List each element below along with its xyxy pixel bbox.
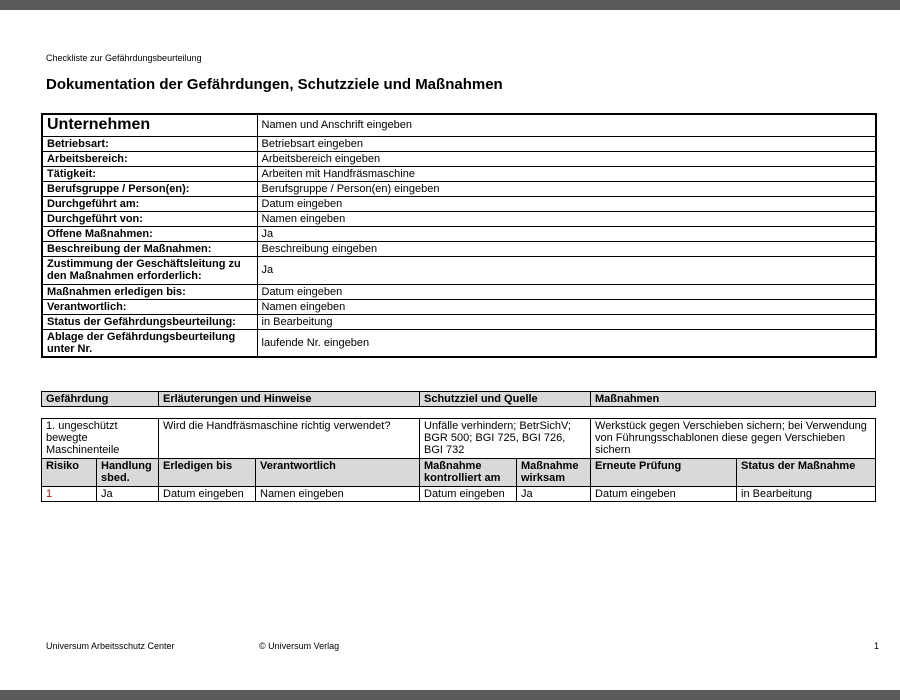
column-header: Maßnahme wirksam xyxy=(517,459,591,487)
info-value[interactable]: Ja xyxy=(257,256,876,284)
document-title: Dokumentation der Gefährdungen, Schutzziele und Maßnahmen xyxy=(46,76,503,93)
table-cell[interactable]: Datum eingeben xyxy=(420,487,517,502)
column-header: Risiko xyxy=(42,459,97,487)
info-label: Maßnahmen erledigen bis: xyxy=(42,284,257,299)
info-label: Durchgeführt von: xyxy=(42,211,257,226)
info-value[interactable]: Namen eingeben xyxy=(257,211,876,226)
column-header: Maßnahme kontrolliert am xyxy=(420,459,517,487)
column-header: Erledigen bis xyxy=(159,459,256,487)
hazard-header-table xyxy=(41,391,876,407)
info-label: Durchgeführt am: xyxy=(42,196,257,211)
table-cell[interactable]: Datum eingeben xyxy=(591,487,737,502)
viewer-bottom-bar xyxy=(0,690,900,700)
info-label: Verantwortlich: xyxy=(42,299,257,314)
info-value[interactable]: Beschreibung eingeben xyxy=(257,241,876,256)
hazard-protection-goal: Unfälle verhindern; BetrSichV; BGR 500; BGI 725, BGI 726, BGI 732 xyxy=(420,419,591,459)
info-label: Offene Maßnahmen: xyxy=(42,226,257,241)
info-row xyxy=(42,329,876,357)
hazard-description: 1. ungeschützt bewegte Maschinenteile xyxy=(42,419,159,459)
table-cell[interactable]: Namen eingeben xyxy=(256,487,420,502)
hazard-row xyxy=(42,419,876,459)
info-label: Tätigkeit: xyxy=(42,166,257,181)
info-value[interactable]: Datum eingeben xyxy=(257,284,876,299)
info-row xyxy=(42,314,876,329)
info-value[interactable]: laufende Nr. eingeben xyxy=(257,329,876,357)
column-header: Erneute Prüfung xyxy=(591,459,737,487)
table-cell[interactable]: Datum eingeben xyxy=(159,487,256,502)
info-row xyxy=(42,181,876,196)
column-header: Schutzziel und Quelle xyxy=(420,392,591,407)
info-row xyxy=(42,299,876,314)
info-row xyxy=(42,211,876,226)
document-subtitle: Checkliste zur Gefährdungsbeurteilung xyxy=(46,53,202,63)
info-value[interactable]: Datum eingeben xyxy=(257,196,876,211)
info-row xyxy=(42,136,876,151)
viewer-top-bar xyxy=(0,0,900,10)
info-row xyxy=(42,284,876,299)
info-label: Berufsgruppe / Person(en): xyxy=(42,181,257,196)
info-label: Status der Gefährdungsbeurteilung: xyxy=(42,314,257,329)
info-label: Ablage der Gefährdungsbeurteilung unter Nr. xyxy=(42,329,257,357)
info-label: Beschreibung der Maßnahmen: xyxy=(42,241,257,256)
info-row xyxy=(42,196,876,211)
column-header: Erläuterungen und Hinweise xyxy=(159,392,420,407)
detail-header-row xyxy=(42,459,876,487)
info-value[interactable]: Namen und Anschrift eingeben xyxy=(257,114,876,136)
info-label: Arbeitsbereich: xyxy=(42,151,257,166)
company-info-table xyxy=(41,113,877,358)
risk-value[interactable]: 1 xyxy=(42,487,97,502)
hazard-measures: Werkstück gegen Verschieben sichern; bei Verwendung von Führungsschablonen diese gegen Verschieben sichern xyxy=(591,419,876,459)
info-label: Zustimmung der Geschäftsleitung zu den Maßnahmen erforderlich: xyxy=(42,256,257,284)
info-row-company xyxy=(42,114,876,136)
info-row xyxy=(42,241,876,256)
column-header: Gefährdung xyxy=(42,392,159,407)
info-label: Unternehmen xyxy=(42,114,257,136)
info-value[interactable]: Ja xyxy=(257,226,876,241)
info-value[interactable]: Arbeitsbereich eingeben xyxy=(257,151,876,166)
column-header: Status der Maßnahme xyxy=(737,459,876,487)
footer-publisher: Universum Arbeitsschutz Center xyxy=(46,641,175,651)
column-header: Handlung sbed. xyxy=(97,459,159,487)
hazard-explanation: Wird die Handfräsmaschine richtig verwendet? xyxy=(159,419,420,459)
info-row xyxy=(42,256,876,284)
info-value[interactable]: in Bearbeitung xyxy=(257,314,876,329)
table-cell[interactable]: in Bearbeitung xyxy=(737,487,876,502)
table-cell[interactable]: Ja xyxy=(97,487,159,502)
footer-copyright: © Universum Verlag xyxy=(259,641,340,651)
info-value[interactable]: Betriebsart eingeben xyxy=(257,136,876,151)
column-header: Verantwortlich xyxy=(256,459,420,487)
table-row xyxy=(42,487,876,502)
table-cell[interactable]: Ja xyxy=(517,487,591,502)
page-number: 1 xyxy=(874,641,880,651)
info-row xyxy=(42,166,876,181)
info-row xyxy=(42,226,876,241)
hazard-table xyxy=(41,418,876,502)
info-row xyxy=(42,151,876,166)
info-value[interactable]: Berufsgruppe / Person(en) eingeben xyxy=(257,181,876,196)
column-header: Maßnahmen xyxy=(591,392,876,407)
info-value[interactable]: Namen eingeben xyxy=(257,299,876,314)
info-value[interactable]: Arbeiten mit Handfräsmaschine xyxy=(257,166,876,181)
info-label: Betriebsart: xyxy=(42,136,257,151)
